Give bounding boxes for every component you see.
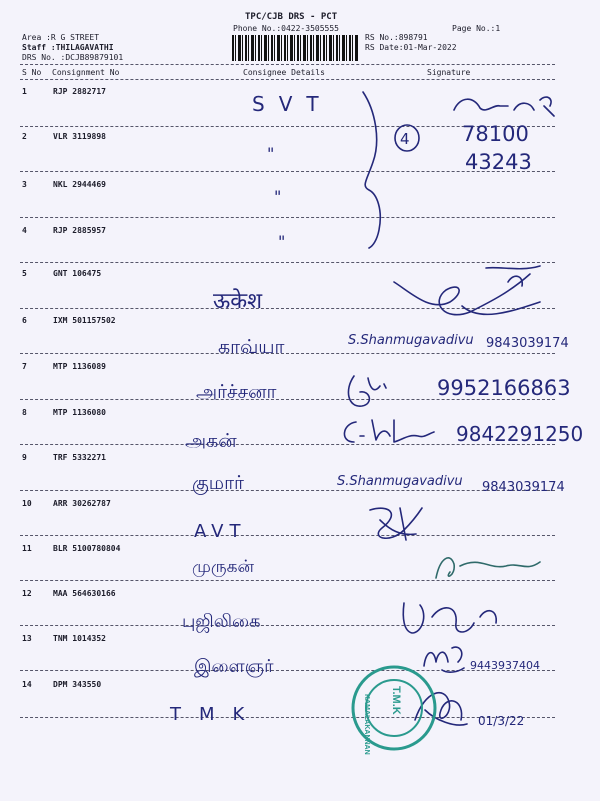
circle-mark <box>392 122 422 154</box>
phone-number: Phone No.:0422-3505555 <box>233 24 339 33</box>
row-consignment-no: IXM 501157502 <box>53 316 116 325</box>
area-label: Area :R G STREET <box>22 33 100 42</box>
staff-label: Staff :THILAGAVATHI <box>22 43 114 52</box>
hw-r1-number-b: 43243 <box>465 150 532 174</box>
row-sno: 14 <box>22 680 32 689</box>
barcode <box>232 35 358 61</box>
row-sno: 10 <box>22 499 32 508</box>
hw-r4-ditto: " <box>278 232 286 251</box>
signature-r1-scrawl <box>450 92 560 122</box>
hw-r9-phone: 9843039174 <box>482 480 565 495</box>
header-divider <box>20 64 555 65</box>
row-sno: 1 <box>22 87 27 96</box>
row-sno: 9 <box>22 453 27 462</box>
rs-number: RS No.:898791 <box>365 33 428 42</box>
hw-r5-name: ऊकेश <box>213 289 263 314</box>
columns-divider <box>20 79 555 80</box>
row-consignment-no: MTP 1136089 <box>53 362 106 371</box>
rs-date: RS Date:01-Mar-2022 <box>365 43 457 52</box>
hw-r2-ditto: " <box>267 144 275 163</box>
hw-r9-name: குமார் <box>192 472 244 494</box>
hw-r10-name: AVT <box>194 521 247 542</box>
row-sno: 2 <box>22 132 27 141</box>
col-consignment: Consignment No <box>52 68 120 77</box>
hw-r6-phone: 9843039174 <box>486 336 569 351</box>
hw-r6-name: காவ்யா <box>218 336 285 358</box>
hw-r1-name: SVT <box>252 92 333 116</box>
signature-r11 <box>430 548 550 588</box>
hw-r3-ditto: " <box>274 187 282 206</box>
signature-r10 <box>360 500 430 550</box>
hw-r12-name: புஜிலிகை <box>182 611 261 632</box>
company-stamp <box>350 664 438 755</box>
row-consignment-no: RJP 2882717 <box>53 87 106 96</box>
col-sno: S No <box>22 68 42 77</box>
signature-bracket <box>355 90 395 250</box>
hw-r8-phone: 9842291250 <box>456 422 584 446</box>
row-sno: 8 <box>22 408 27 417</box>
drs-number: DRS No. :DCJB89879101 <box>22 53 124 62</box>
row-sno: 4 <box>22 226 27 235</box>
document-title: TPC/CJB DRS - PCT <box>245 12 338 22</box>
row-consignment-no: TNM 1014352 <box>53 634 106 643</box>
hw-r13-name: இளைஞர் <box>194 656 274 677</box>
hw-r1-number-a: 78100 <box>462 122 529 146</box>
row-consignment-no: NKL 2944469 <box>53 180 106 189</box>
stamp-ring-text: KAMALAKANNAN <box>363 694 370 755</box>
page-number: Page No.:1 <box>452 24 501 33</box>
hw-circle-number: 4 <box>400 130 410 148</box>
signature-r12 <box>398 595 508 640</box>
signature-r5 <box>390 262 550 332</box>
col-signature: Signature <box>427 68 471 77</box>
row-divider <box>20 217 555 218</box>
row-consignment-no: ARR 30262787 <box>53 499 111 508</box>
row-sno: 13 <box>22 634 32 643</box>
row-sno: 6 <box>22 316 27 325</box>
row-consignment-no: TRF 5332271 <box>53 453 106 462</box>
row-consignment-no: DPM 343550 <box>53 680 102 689</box>
hw-r13-phone: 9443937404 <box>470 659 540 672</box>
hw-r8-name: அகன் <box>185 430 237 452</box>
row-sno: 3 <box>22 180 27 189</box>
hw-r6-sign: S.Shanmugavadivu <box>348 333 474 348</box>
hw-r9-sign: S.Shanmugavadivu <box>337 474 463 489</box>
hw-r7-name: அர்ச்சனா <box>196 381 277 403</box>
col-consignee: Consignee Details <box>243 68 325 77</box>
hw-r14-date: 01/3/22 <box>478 714 525 728</box>
row-sno: 7 <box>22 362 27 371</box>
signature-r8 <box>338 416 438 448</box>
row-divider <box>20 490 555 491</box>
row-consignment-no: MTP 1136080 <box>53 408 106 417</box>
row-sno: 12 <box>22 589 32 598</box>
row-divider <box>20 353 555 354</box>
row-consignment-no: VLR 3119898 <box>53 132 106 141</box>
stamp-center-text: T.M.K <box>390 686 402 715</box>
row-consignment-no: RJP 2885957 <box>53 226 106 235</box>
hw-r14-name: TMK <box>170 704 263 725</box>
row-divider <box>20 535 555 536</box>
row-consignment-no: MAA 564630166 <box>53 589 116 598</box>
hw-r11-name: முருகன் <box>192 557 254 577</box>
signature-r7 <box>340 370 390 415</box>
row-consignment-no: GNT 106475 <box>53 269 102 278</box>
hw-r7-phone: 9952166863 <box>437 376 571 400</box>
row-sno: 5 <box>22 269 27 278</box>
row-sno: 11 <box>22 544 32 553</box>
row-consignment-no: BLR 5100780804 <box>53 544 121 553</box>
